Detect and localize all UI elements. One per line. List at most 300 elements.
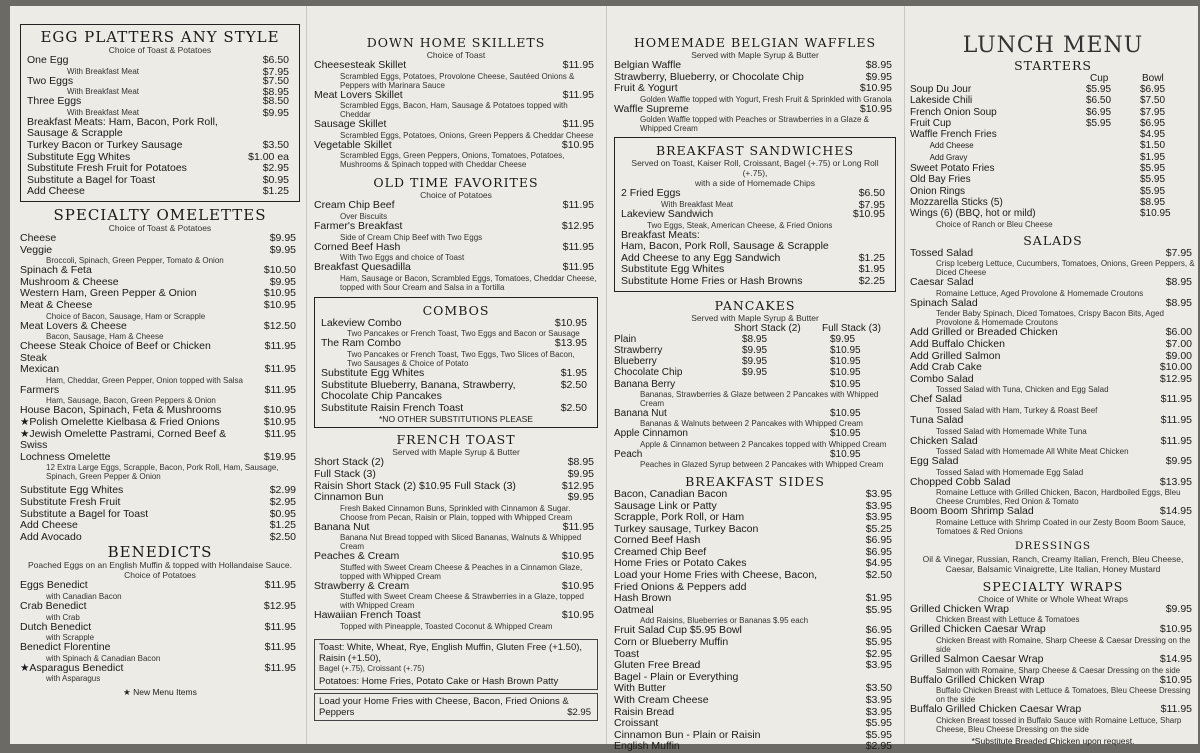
item-price: $9.00 <box>1165 349 1192 362</box>
item-price: $1.95 <box>865 592 892 605</box>
menu-item <box>910 277 1196 289</box>
item-name: Bacon, Canadian Bacon <box>614 487 728 500</box>
item-name: Home Fries or Potato Cakes <box>614 557 747 570</box>
item-description: Two Pancakes or French Toast, Two Eggs and Bacon or Sausage <box>347 329 580 339</box>
specialty-wraps-heading: SPECIALTY WRAPS <box>982 578 1124 594</box>
item-description: Golden Waffle topped with Yogurt, Fresh Fruit & Sprinkled with Granola <box>640 94 892 104</box>
sandwiches-list <box>621 188 889 287</box>
item-price-short: $8.95 <box>742 333 768 345</box>
item-price: $0.95 <box>269 507 296 520</box>
item-price: $2.50 <box>560 378 587 391</box>
skillets-list <box>314 60 598 169</box>
pancakes-heading: PANCAKES <box>714 297 796 313</box>
breakfast-sandwiches-box: BREAKFAST SANDWICHES Served on Toast, Kaiser Roll, Croissant, Bagel (+.75) or Long Roll (+.75), with a side of Homemade Chips 2 Fried Eggs $6.50 With Breakfast Meat $7.95 Lakeview Sandwich $10.95 Two Eggs, Steak, American Cheese, & Fried Onions Breakfast Meats: Ham, Bacon, Pork Roll, Sausage & Scrapple Add Cheese to any Egg Sandwich $1.25 Substitute Egg Whites $1.95 Substitute Home Fries or Hash Browns $2.25 <box>614 137 896 291</box>
item-name: Buffalo Grilled Chicken Caesar Wrap <box>910 703 1082 716</box>
item-name: Meat Lovers Skillet <box>314 88 403 101</box>
menu-item <box>314 522 598 534</box>
column-1: EGG PLATTERS ANY STYLE Choice of Toast & Potatoes One Egg $6.50 With Breakfast Meat $7.95 Two Eggs $7.50 With Breakfast Meat $8.95 Three Eggs $8.50 With Breakfast Meat $9.95 Breakfast Meats: Ham, Bacon, Pork Roll, Sausage & Scrapple Turkey Bacon or Turkey Sausage $3.50 Substitute Egg Whites $1.00 ea Substitute Fresh Fruit for Potatoes $2.95 Substitute a Bagel for Toast $0.95 Add Cheese $1.25 SPECIALTY OMELETTES Choice of Toast & Potatoes Cheese $9.95 Veggie $9.95 Broccoli, Spinach, Green Pepper, Tomato & Onion Spinach & Feta $10.50 Mushroom & Cheese $9.95 Western Ham, Green Pepper & Onion $10.95 Meat & Cheese $10.95 Choice of Bacon, Sausage, Ham or Scrapple Meat Lovers & Cheese $12.50 Bacon, Sausage, Ham & Cheese Cheese Steak Choice of Beef or Chicken Steak $11.95 Mexican $11.95 Ham, Cheddar, Green Pepper, Onion topped with Salsa Farmers $11.95 Ham, Sausage, Bacon, Green Peppers & Onion House Bacon, Spinach, Feta & Mushrooms $10.95 ★Polish Omelette Kielbasa & Fried Onions $10.95 ★Jewish Omelette Pastrami, Corned Beef & Swiss $11.95 Lochness Omelette $19.95 12 Extra Large Eggs, Scrapple, Bacon, Pork Roll, Ham, Sausage, Spinach, Green Pepper & Onion Substitute Egg Whites $2.99 Substitute Fresh Fruit $2.95 Substitute a Bagel for Toast $0.95 Add Cheese $1.25 Add Avocado $2.50 BENEDICTS Poached Eggs on an English Muffin & topped with Hollandaise Sauce. Choice of Potatoes Eggs Benedict $11.95 with Canadian Bacon Crab Benedict $12.95 with Crab Dutch Benedict $11.95 with Scrapple Benedict Florentine $11.95 with Spinach & Canadian Bacon ★Asparagus Benedict $11.95 with Asparagus ★ New Menu Items <box>20 6 300 744</box>
menu-item <box>614 741 896 753</box>
menu-item <box>20 532 300 544</box>
item-price: $9.95 <box>269 275 296 288</box>
menu-item <box>910 208 1196 219</box>
item-name: Add Grilled Salmon <box>910 349 1001 362</box>
item-description: Two Eggs, Steak, American Cheese, & Fried Onions <box>647 220 833 230</box>
item-name: Benedict Florentine <box>20 641 111 654</box>
new-menu-items-note: ★ New Menu Items <box>123 687 197 698</box>
item-name: Veggie <box>20 243 53 256</box>
menu-item <box>20 233 300 245</box>
menu-item <box>314 492 598 504</box>
menu-item <box>27 96 293 108</box>
item-name: ★Asparagus Benedict <box>20 661 124 674</box>
menu-item <box>27 140 293 152</box>
menu-item <box>614 489 896 501</box>
item-price: $7.50 <box>262 74 289 87</box>
item-price: $5.95 <box>865 603 892 616</box>
item-price: $11.95 <box>1160 434 1192 447</box>
favorites-list <box>314 200 598 291</box>
item-name: Plain <box>614 333 637 345</box>
item-price: $3.95 <box>865 694 892 706</box>
item-name: Hawaiian French Toast <box>314 609 421 622</box>
item-price: $3.50 <box>262 138 289 151</box>
menu-item <box>27 117 293 140</box>
menu-item <box>621 241 889 253</box>
item-price: $2.50 <box>560 401 587 414</box>
toast-options-box: Toast: White, Wheat, Rye, English Muffin, Gluten Free (+1.50), Raisin (+1.50), Bagel (+.75), Croissant (+.75) Potatoes: Home Fries, Potato Cake or Hash Brown Patty <box>314 639 598 690</box>
item-price: $7.95 <box>262 65 289 78</box>
item-name: Old Bay Fries <box>910 174 971 186</box>
item-price: $9.95 <box>567 491 594 504</box>
menu-item <box>614 334 896 345</box>
item-price: $7.95 <box>858 198 885 211</box>
item-name: Cream Chip Beef <box>314 199 395 212</box>
item-name: Full Stack (3) <box>314 467 376 480</box>
menu-item <box>910 477 1196 489</box>
item-price: $4.95 <box>865 557 892 570</box>
item-price: $14.95 <box>1159 653 1192 666</box>
item-name: Farmers <box>20 383 60 396</box>
item-name: Toast <box>614 647 640 660</box>
item-name: Meat Lovers & Cheese <box>20 319 127 332</box>
menu-item <box>27 163 293 175</box>
item-price: $11.95 <box>264 620 296 633</box>
item-price: $19.95 <box>263 450 296 463</box>
item-price: $6.95 <box>865 624 892 637</box>
item-price: $12.95 <box>561 479 594 492</box>
breakfast-sandwiches-heading: BREAKFAST SANDWICHES <box>655 143 855 159</box>
item-price: $10.95 <box>561 609 594 622</box>
menu-item <box>20 663 300 675</box>
menu-item <box>314 610 598 622</box>
menu-item <box>621 276 889 288</box>
item-price: $9.95 <box>567 467 594 480</box>
item-price: $2.95 <box>865 647 892 660</box>
item-name: Tossed Salad <box>910 246 974 259</box>
item-price: $5.25 <box>865 522 892 535</box>
menu-item <box>314 221 598 233</box>
item-price-full: $10.95 <box>830 408 861 420</box>
item-description: with Spinach & Canadian Bacon <box>46 653 161 663</box>
item-name: Onion Rings <box>910 185 966 197</box>
menu-item <box>614 637 896 649</box>
item-price: $2.25 <box>858 274 885 287</box>
menu-item <box>910 506 1196 518</box>
item-name: Turkey Bacon or Turkey Sausage <box>27 138 183 151</box>
combos-box: COMBOS Lakeview Combo $10.95 Two Pancakes or French Toast, Two Eggs and Bacon or Sausage The Ram Combo $13.95 Two Pancakes or French Toast, Two Eggs, Two Slices of Bacon, Two Sausages & Choice of Potato Substitute Egg Whites $1.95 Substitute Blueberry, Banana, Strawberry, Chocolate Chip Pancakes $2.50 Substitute Raisin French Toast $2.50 *NO OTHER SUBSTITUTIONS PLEASE <box>314 297 598 429</box>
item-name: Substitute Fresh Fruit <box>20 496 121 509</box>
item-name: Belgian Waffle <box>614 59 682 71</box>
item-price: $11.95 <box>264 641 296 654</box>
item-name: Eggs Benedict <box>20 579 88 592</box>
item-description: Topped with Pineapple, Toasted Coconut & Whipped Cream <box>340 622 553 632</box>
item-price: $3.95 <box>865 487 892 500</box>
item-price: $6.50 <box>858 187 885 200</box>
item-price: $12.95 <box>561 219 594 232</box>
item-description: Bacon, Sausage, Ham & Cheese <box>46 332 164 342</box>
item-name: Add Avocado <box>20 530 82 543</box>
menu-item <box>910 374 1196 386</box>
item-price-bowl: $6.95 <box>1140 84 1166 95</box>
item-name: Caesar Salad <box>910 276 974 289</box>
menu-item <box>614 695 896 707</box>
item-name: Banana Nut <box>314 520 370 533</box>
item-price: $8.95 <box>1165 276 1192 289</box>
item-name: The Ram Combo <box>321 337 401 350</box>
menu-item <box>20 265 300 277</box>
item-price-full: $10.95 <box>830 378 861 390</box>
item-name: Add Cheese to any Egg Sandwich <box>621 251 781 264</box>
item-price: $6.95 <box>865 534 892 547</box>
menu-item <box>910 129 1196 140</box>
item-name: Hash Brown <box>614 592 672 605</box>
menu-item <box>910 339 1196 351</box>
benedicts-list <box>20 580 300 683</box>
item-price: $1.95 <box>560 366 587 379</box>
item-name: Grilled Chicken Wrap <box>910 602 1010 615</box>
item-description: Banana Nut Bread topped with Sliced Bananas, Walnuts & Whipped Cream <box>340 533 582 552</box>
salads-heading: SALADS <box>1023 232 1083 248</box>
item-name: Chopped Cobb Salad <box>910 475 1011 488</box>
item-name: Add Gravy <box>910 152 968 162</box>
menu-item <box>614 104 896 116</box>
item-name: Combo Salad <box>910 372 974 385</box>
item-name: Meat & Cheese <box>20 298 93 311</box>
item-name: Spinach & Feta <box>20 264 92 277</box>
menu-item <box>321 403 591 415</box>
item-price: $1.95 <box>858 263 885 276</box>
item-name: Egg Salad <box>910 455 959 468</box>
item-name: Substitute Home Fries or Hash Browns <box>621 274 803 287</box>
item-price-short: $9.95 <box>742 356 768 368</box>
item-desc: With Breakfast Meat <box>67 66 140 76</box>
item-price: $10.95 <box>859 82 892 95</box>
item-price: $2.50 <box>269 530 296 543</box>
menu-item <box>910 197 1196 208</box>
menu-item <box>20 245 300 257</box>
item-price: $3.95 <box>865 705 892 718</box>
item-description: with Canadian Bacon <box>46 592 122 601</box>
menu-item <box>910 436 1196 448</box>
menu-item <box>20 417 300 429</box>
item-price: $2.50 <box>865 569 892 582</box>
item-price: $10.95 <box>263 404 296 417</box>
specialty-omelettes-heading: SPECIALTY OMELETTES <box>53 205 267 224</box>
item-name: Turkey sausage, Turkey Bacon <box>614 522 759 535</box>
item-name: Waffle Supreme <box>614 102 689 115</box>
item-name: Creamed Chip Beef <box>614 545 707 558</box>
item-price: $7.95 <box>1165 246 1192 259</box>
item-price: $6.00 <box>1165 326 1192 339</box>
item-name: Add Cheese <box>20 519 78 532</box>
item-name: French Onion Soup <box>910 106 997 118</box>
item-name: Fruit & Yogurt <box>614 82 678 95</box>
menu-item <box>910 604 1196 616</box>
item-description: Scrambled Eggs, Bacon, Ham, Sausage & Potatoes topped with Cheddar <box>340 101 568 120</box>
menu-item <box>910 675 1196 687</box>
menu-item <box>321 380 591 403</box>
combos-heading: COMBOS <box>422 302 490 318</box>
item-name: Load your Home Fries with Cheese, Bacon, Fried Onions & Peppers add <box>614 569 818 593</box>
item-price: $9.95 <box>865 70 892 83</box>
item-price: $8.95 <box>262 86 289 99</box>
item-price: $14.95 <box>1159 505 1192 518</box>
lunch-menu-title: LUNCH MENU <box>962 33 1144 58</box>
menu-item <box>621 209 889 221</box>
item-name: Breakfast Meats: Ham, Bacon, Pork Roll, Sausage & Scrapple <box>27 115 218 140</box>
item-name: Croissant <box>614 717 659 730</box>
omelette-extras-list <box>20 485 300 543</box>
menu-item <box>614 367 896 378</box>
item-name: Peach <box>614 448 643 460</box>
item-description: Choice of Bacon, Sausage, Ham or Scrapple <box>46 311 206 321</box>
item-name: Strawberry & Cream <box>314 579 410 592</box>
item-price: $8.95 <box>1165 296 1192 309</box>
item-name: Tuna Salad <box>910 413 964 426</box>
item-description: Fresh Baked Cinnamon Buns, Sprinkled with Cinnamon & Sugar. Choose from Pecan, Raisin or Plain, topped with Whipped Cream <box>340 503 573 522</box>
menu-item <box>20 642 300 654</box>
menu-item <box>614 449 896 460</box>
menu-item <box>621 188 889 200</box>
menu-item <box>614 60 896 72</box>
item-description: Romaine Lettuce with Grilled Chicken, Bacon, Hardboiled Eggs, Bleu Cheese Crumbles, Red Onion & Tomato <box>936 488 1181 507</box>
item-price: $7.00 <box>1165 337 1192 350</box>
item-price: $10.00 <box>1159 361 1192 374</box>
item-name: Cheese <box>20 231 57 244</box>
item-description: with Crab <box>46 612 80 622</box>
menu-item <box>27 55 293 67</box>
menu-item <box>20 452 300 464</box>
menu-item <box>910 298 1196 310</box>
item-price-full: $10.95 <box>830 356 861 368</box>
item-name: Substitute Fresh Fruit for Potatoes <box>27 162 187 175</box>
item-name: Strawberry <box>614 344 663 356</box>
menu-item <box>321 318 591 330</box>
item-name: Fruit Salad Cup $5.95 Bowl <box>614 624 742 637</box>
item-price: $10.50 <box>263 264 296 277</box>
item-name: 2 Fried Eggs <box>621 187 681 200</box>
item-price: $10.95 <box>554 316 587 329</box>
menu-item <box>27 76 293 88</box>
menu-item <box>614 428 896 439</box>
column-3: HOMEMADE BELGIAN WAFFLES Served with Maple Syrup & Butter Belgian Waffle $8.95 Strawberry, Blueberry, or Chocolate Chip $9.95 Fruit & Yogurt $10.95 Golden Waffle topped with Yogurt, Fresh Fruit & Sprinkled with Granola Waffle Supreme $10.95 Golden Waffle topped with Peaches or Strawberries in a Glaze & Whipped Cream BREAKFAST SANDWICHES Served on Toast, Kaiser Roll, Croissant, Bagel (+.75) or Long Roll (+.75), with a side of Homemade Chips 2 Fried Eggs $6.50 With Breakfast Meat $7.95 Lakeview Sandwich $10.95 Two Eggs, Steak, American Cheese, & Fried Onions Breakfast Meats: Ham, Bacon, Pork Roll, Sausage & Scrapple Add Cheese to any Egg Sandwich $1.25 Substitute Egg Whites $1.95 Substitute Home Fries or Hash Browns $2.25 PANCAKES Served with Maple Syrup & Butter Short Stack (2) Full Stack (3) Plain $8.95 $9.95 Strawberry $9.95 $10.95 Blueberry $9.95 $10.95 Chocolate Chip $9.95 $10.95 Banana Berry $10.95 Bananas, Strawberries & Glaze between 2 Pancakes with Whipped Cream Banana Nut $10.95 Bananas & Walnuts between 2 Pancakes with Whipped Cream Apple Cinnamon $10.95 Apple & Cinnamon between 2 Pancakes topped with Whipped Cream Peach $10.95 Peaches in Glazed Syrup between 2 Pancakes with Whipped Cream BREAKFAST SIDES Bacon, Canadian Bacon $3.95 Sausage Link or Patty $3.95 Scrapple, Pork Roll, or Ham $3.95 Turkey sausage, Turkey Bacon $5.25 Corned Beef Hash $6.95 Creamed Chip Beef $6.95 Home Fries or Potato Cakes $4.95 Load your Home Fries with Cheese, Bacon, Fried Onions & Peppers add $2.50 Hash Brown $1.95 Oatmeal $5.95 Add Raisins, Blueberries or Bananas $.95 each Fruit Salad Cup $5.95 Bowl $6.95 Corn or Blueberry Muffin $5.95 Toast $2.95 Gluten Free Bread $3.95 Bagel - Plain or Everything With Butter $3.50 With Cream Cheese $3.95 Raisin Bread $3.95 Croissant $5.95 Cinnamon Bun - Plain or Raisin $5.95 English Muffin $2.95 <box>614 6 896 744</box>
item-name: Add Crab Cake <box>910 361 982 374</box>
item-price-cup: $5.95 <box>1086 117 1112 129</box>
item-description: Ham, Sausage or Bacon, Scrambled Eggs, Tomatoes, Cheddar Cheese, topped with Sour Cream and Salsa in a Tortilla <box>340 273 597 292</box>
item-price-cup: $6.50 <box>1086 95 1112 107</box>
item-description: Apple & Cinnamon between 2 Pancakes topped with Whipped Cream <box>640 439 887 449</box>
item-name: Cinnamon Bun - Plain or Raisin <box>614 728 761 741</box>
item-name: Chef Salad <box>910 393 962 406</box>
item-price: $2.99 <box>269 484 296 497</box>
item-price: $11.95 <box>264 340 296 353</box>
benedicts-heading: BENEDICTS <box>107 543 213 562</box>
item-name: Mexican <box>20 363 60 376</box>
item-name: Substitute Egg Whites <box>27 150 131 163</box>
item-description: with Scrapple <box>46 633 95 643</box>
item-price: $13.95 <box>554 337 587 350</box>
item-name: Crab Benedict <box>20 600 87 612</box>
item-name: Substitute Raisin French Toast <box>321 401 464 414</box>
item-name: Waffle French Fries <box>910 129 997 141</box>
item-name: Add Cheese <box>27 185 85 198</box>
item-price: $11.95 <box>562 59 594 71</box>
menu-item <box>314 119 598 131</box>
menu-item <box>314 262 598 274</box>
item-name: Substitute Egg Whites <box>20 484 124 497</box>
item-name: Substitute Egg Whites <box>321 366 425 379</box>
item-price: $12.50 <box>263 319 296 332</box>
item-price: $8.95 <box>567 456 594 469</box>
pancakes-list <box>614 334 896 469</box>
menu-item <box>910 152 1196 163</box>
item-price-short: $9.95 <box>742 367 768 379</box>
menu-item <box>20 364 300 376</box>
combos-list <box>321 318 591 415</box>
item-name: Bagel - Plain or Everything <box>614 670 739 683</box>
waffles-heading: HOMEMADE BELGIAN WAFFLES <box>633 35 877 50</box>
item-name: ★Polish Omelette Kielbasa & Fried Onions <box>20 416 220 429</box>
menu-item <box>614 356 896 367</box>
item-description: Ham, Sausage, Bacon, Green Peppers & Onion <box>46 396 216 406</box>
item-name: Add Buffalo Chicken <box>910 337 1005 350</box>
menu-item <box>910 163 1196 174</box>
menu-item <box>614 345 896 356</box>
item-description: Romaine Lettuce, Aged Provolone & Homemade Croutons <box>936 288 1144 298</box>
item-price: $9.95 <box>262 106 289 119</box>
item-name: Two Eggs <box>27 74 74 87</box>
menu-item <box>910 118 1196 129</box>
item-price: $3.95 <box>865 659 892 672</box>
item-name: Banana Berry <box>614 378 676 390</box>
item-price-bowl: $8.95 <box>1140 196 1166 208</box>
menu-item <box>20 497 300 509</box>
item-name: Fruit Cup <box>910 117 952 129</box>
breakfast-sides-heading: BREAKFAST SIDES <box>685 473 825 489</box>
item-price: $2.95 <box>865 740 892 753</box>
menu-item <box>314 90 598 102</box>
item-description: Over Biscuits <box>340 211 388 221</box>
item-name: Substitute a Bagel for Toast <box>20 507 149 520</box>
item-description: Romaine Lettuce with Shrimp Coated in our Zesty Boom Boom Sauce, Tomatoes & Red Onions <box>936 517 1186 536</box>
egg-platters-list <box>27 55 293 198</box>
item-price: $9.95 <box>269 231 296 244</box>
sides-list <box>614 489 896 753</box>
item-name: Add Cheese <box>910 141 974 151</box>
menu-item <box>910 704 1196 716</box>
item-description: with Asparagus <box>46 674 101 684</box>
egg-platters-heading: EGG PLATTERS ANY STYLE <box>40 28 280 46</box>
item-name: Grilled Chicken Caesar Wrap <box>910 623 1046 636</box>
item-description: Stuffed with Sweet Cream Cheese & Strawberries in a Glaze, topped with Whipped Cream <box>340 592 584 611</box>
item-name: Soup Du Jour <box>910 84 972 95</box>
item-description: Tossed Salad with Homemade Egg Salad <box>936 467 1084 477</box>
item-description: Scrambled Eggs, Potatoes, Onions, Green Peppers & Cheddar Cheese <box>340 130 594 140</box>
item-price: $9.95 <box>1165 455 1192 468</box>
item-name: Sausage Skillet <box>314 118 387 131</box>
item-price: $3.50 <box>865 682 892 695</box>
item-price: $9.95 <box>269 243 296 256</box>
wraps-list <box>910 604 1196 734</box>
item-price: $11.95 <box>264 363 296 376</box>
item-price: $5.95 <box>865 728 892 741</box>
item-price-bowl: $1.50 <box>1140 140 1166 152</box>
item-description: Add Raisins, Blueberries or Bananas $.95 each <box>640 616 809 626</box>
item-price: $11.95 <box>264 661 296 674</box>
item-price: $1.25 <box>269 519 296 532</box>
menu-item <box>910 248 1196 260</box>
egg-platters-box: EGG PLATTERS ANY STYLE Choice of Toast & Potatoes One Egg $6.50 With Breakfast Meat $7.95 Two Eggs $7.50 With Breakfast Meat $8.95 Three Eggs $8.50 With Breakfast Meat $9.95 Breakfast Meats: Ham, Bacon, Pork Roll, Sausage & Scrapple Turkey Bacon or Turkey Sausage $3.50 Substitute Egg Whites $1.00 ea Substitute Fresh Fruit for Potatoes $2.95 Substitute a Bagel for Toast $0.95 Add Cheese $1.25 <box>20 24 300 202</box>
item-desc: With Breakfast Meat <box>67 87 140 97</box>
item-price: $1.25 <box>858 251 885 264</box>
dressings-heading: DRESSINGS <box>1014 539 1092 552</box>
item-price-full: $10.95 <box>830 428 861 440</box>
item-description: Peaches in Glazed Syrup between 2 Pancakes with Whipped Cream <box>640 459 884 469</box>
menu-item <box>910 456 1196 468</box>
menu-item <box>314 242 598 254</box>
item-description: Two Pancakes or French Toast, Two Eggs, Two Slices of Bacon, Two Sausages & Choice of Potato <box>347 349 575 368</box>
french-toast-list <box>314 457 598 631</box>
item-name: Substitute Blueberry, Banana, Strawberry, Chocolate Chip Pancakes <box>321 378 516 403</box>
item-price: $11.95 <box>562 240 594 253</box>
item-name: Vegetable Skillet <box>314 138 392 151</box>
menu-item <box>614 605 896 617</box>
item-name: Cheese Steak Choice of Beef or Chicken Steak <box>20 340 211 364</box>
item-price: $2.95 <box>262 162 289 175</box>
item-name: Corned Beef Hash <box>314 240 401 253</box>
item-description: Bananas, Strawberries & Glaze between 2 Pancakes with Whipped Cream <box>640 390 879 409</box>
item-price: $12.95 <box>263 600 296 612</box>
item-name: Lakeside Chili <box>910 95 973 107</box>
skillets-heading: DOWN HOME SKILLETS <box>366 35 546 50</box>
item-name: Add Grilled or Breaded Chicken <box>910 326 1058 339</box>
item-price: $9.95 <box>1165 602 1192 615</box>
item-description: 12 Extra Large Eggs, Scrapple, Bacon, Pork Roll, Ham, Sausage, Spinach, Green Pepper & Onion <box>46 463 279 482</box>
item-price: $5.95 <box>865 717 892 730</box>
item-name: Strawberry, Blueberry, or Chocolate Chip <box>614 70 804 83</box>
item-name: Spinach Salad <box>910 296 978 309</box>
column-4: LUNCH MENU STARTERS Cup Bowl Soup Du Jour $5.95 $6.95 Lakeside Chili $6.50 $7.50 French Onion Soup $6.95 $7.95 Fruit Cup $5.95 $6.95 Waffle French Fries $4.95 Add Cheese $1.50 Add Gravy $1.95 Sweet Potato Fries $5.95 Old Bay Fries $5.95 Onion Rings $5.95 Mozzarella Sticks (5) $8.95 Wings (6) (BBQ, hot or mild) $10.95 Choice of Ranch or Bleu Cheese SALADS Tossed Salad $7.95 Crisp Iceberg Lettuce, Cucumbers, Tomatoes, Onions, Green Peppers, & Diced Cheese Caesar Salad $8.95 Romaine Lettuce, Aged Provolone & Homemade Croutons Spinach Salad $8.95 Tender Baby Spinach, Diced Tomatoes, Crispy Bacon Bits, Aged Provolone & Homemade Croutons Add Grilled or Breaded Chicken $6.00 Add Buffalo Chicken $7.00 Add Grilled Salmon $9.00 Add Crab Cake $10.00 Combo Salad $12.95 Tossed Salad with Tuna, Chicken and Egg Salad Chef Salad $11.95 Tossed Salad with Ham, Turkey & Roast Beef Tuna Salad $11.95 Tossed Salad with Homemade White Tuna Chicken Salad $11.95 Tossed Salad with Homemade All White Meat Chicken Egg Salad $9.95 Tossed Salad with Homemade Egg Salad Chopped Cobb Salad $13.95 Romaine Lettuce with Grilled Chicken, Bacon, Hardboiled Eggs, Bleu Cheese Crumbles, Red Onion & Tomato Boom Boom Shrimp Salad $14.95 Romaine Lettuce with Shrimp Coated in our Zesty Boom Boom Sauce, Tomatoes & Red Onions DRESSINGS Oil & Vinegar, Russian, Ranch, Creamy Italian, French, Bleu Cheese, Caesar, Balsamic Vinaigrette, Lite Italian, Honey Mustard SPECIALTY WRAPS Choice of White or Whole Wheat Wraps Grilled Chicken Wrap $9.95 Chicken Breast with Lettuce & Tomatoes Grilled Chicken Caesar Wrap $10.95 Chicken Breast with Romaine, Sharp Cheese & Caesar Dressing on the side Grilled Salmon Caesar Wrap $14.95 Salmon with Romaine, Sharp Cheese & Caesar Dressing on the side Buffalo Grilled Chicken Wrap $10.95 Buffalo Chicken Breast with Lettuce & Tomatoes, Bleu Cheese Dressing on the side Buffalo Grilled Chicken Caesar Wrap $11.95 Chicken Breast tossed in Buffalo Sauce with Romaine Lettuce, Sharp Cheese, Bleu Cheese Dressing on the side *Substitute Breaded Chicken upon request. <box>910 33 1195 746</box>
menu-item <box>910 362 1196 374</box>
item-description: Buffalo Chicken Breast with Lettuce & Tomatoes, Bleu Cheese Dressing on the side <box>936 686 1191 705</box>
item-name: Sausage Link or Patty <box>614 499 717 512</box>
item-name: Breakfast Quesadilla <box>314 261 411 274</box>
item-price-full: $10.95 <box>830 344 861 356</box>
item-price-bowl: $5.95 <box>1140 163 1166 175</box>
menu-item <box>314 140 598 152</box>
item-price-full: $10.95 <box>830 448 861 460</box>
item-name: English Muffin <box>614 740 680 753</box>
